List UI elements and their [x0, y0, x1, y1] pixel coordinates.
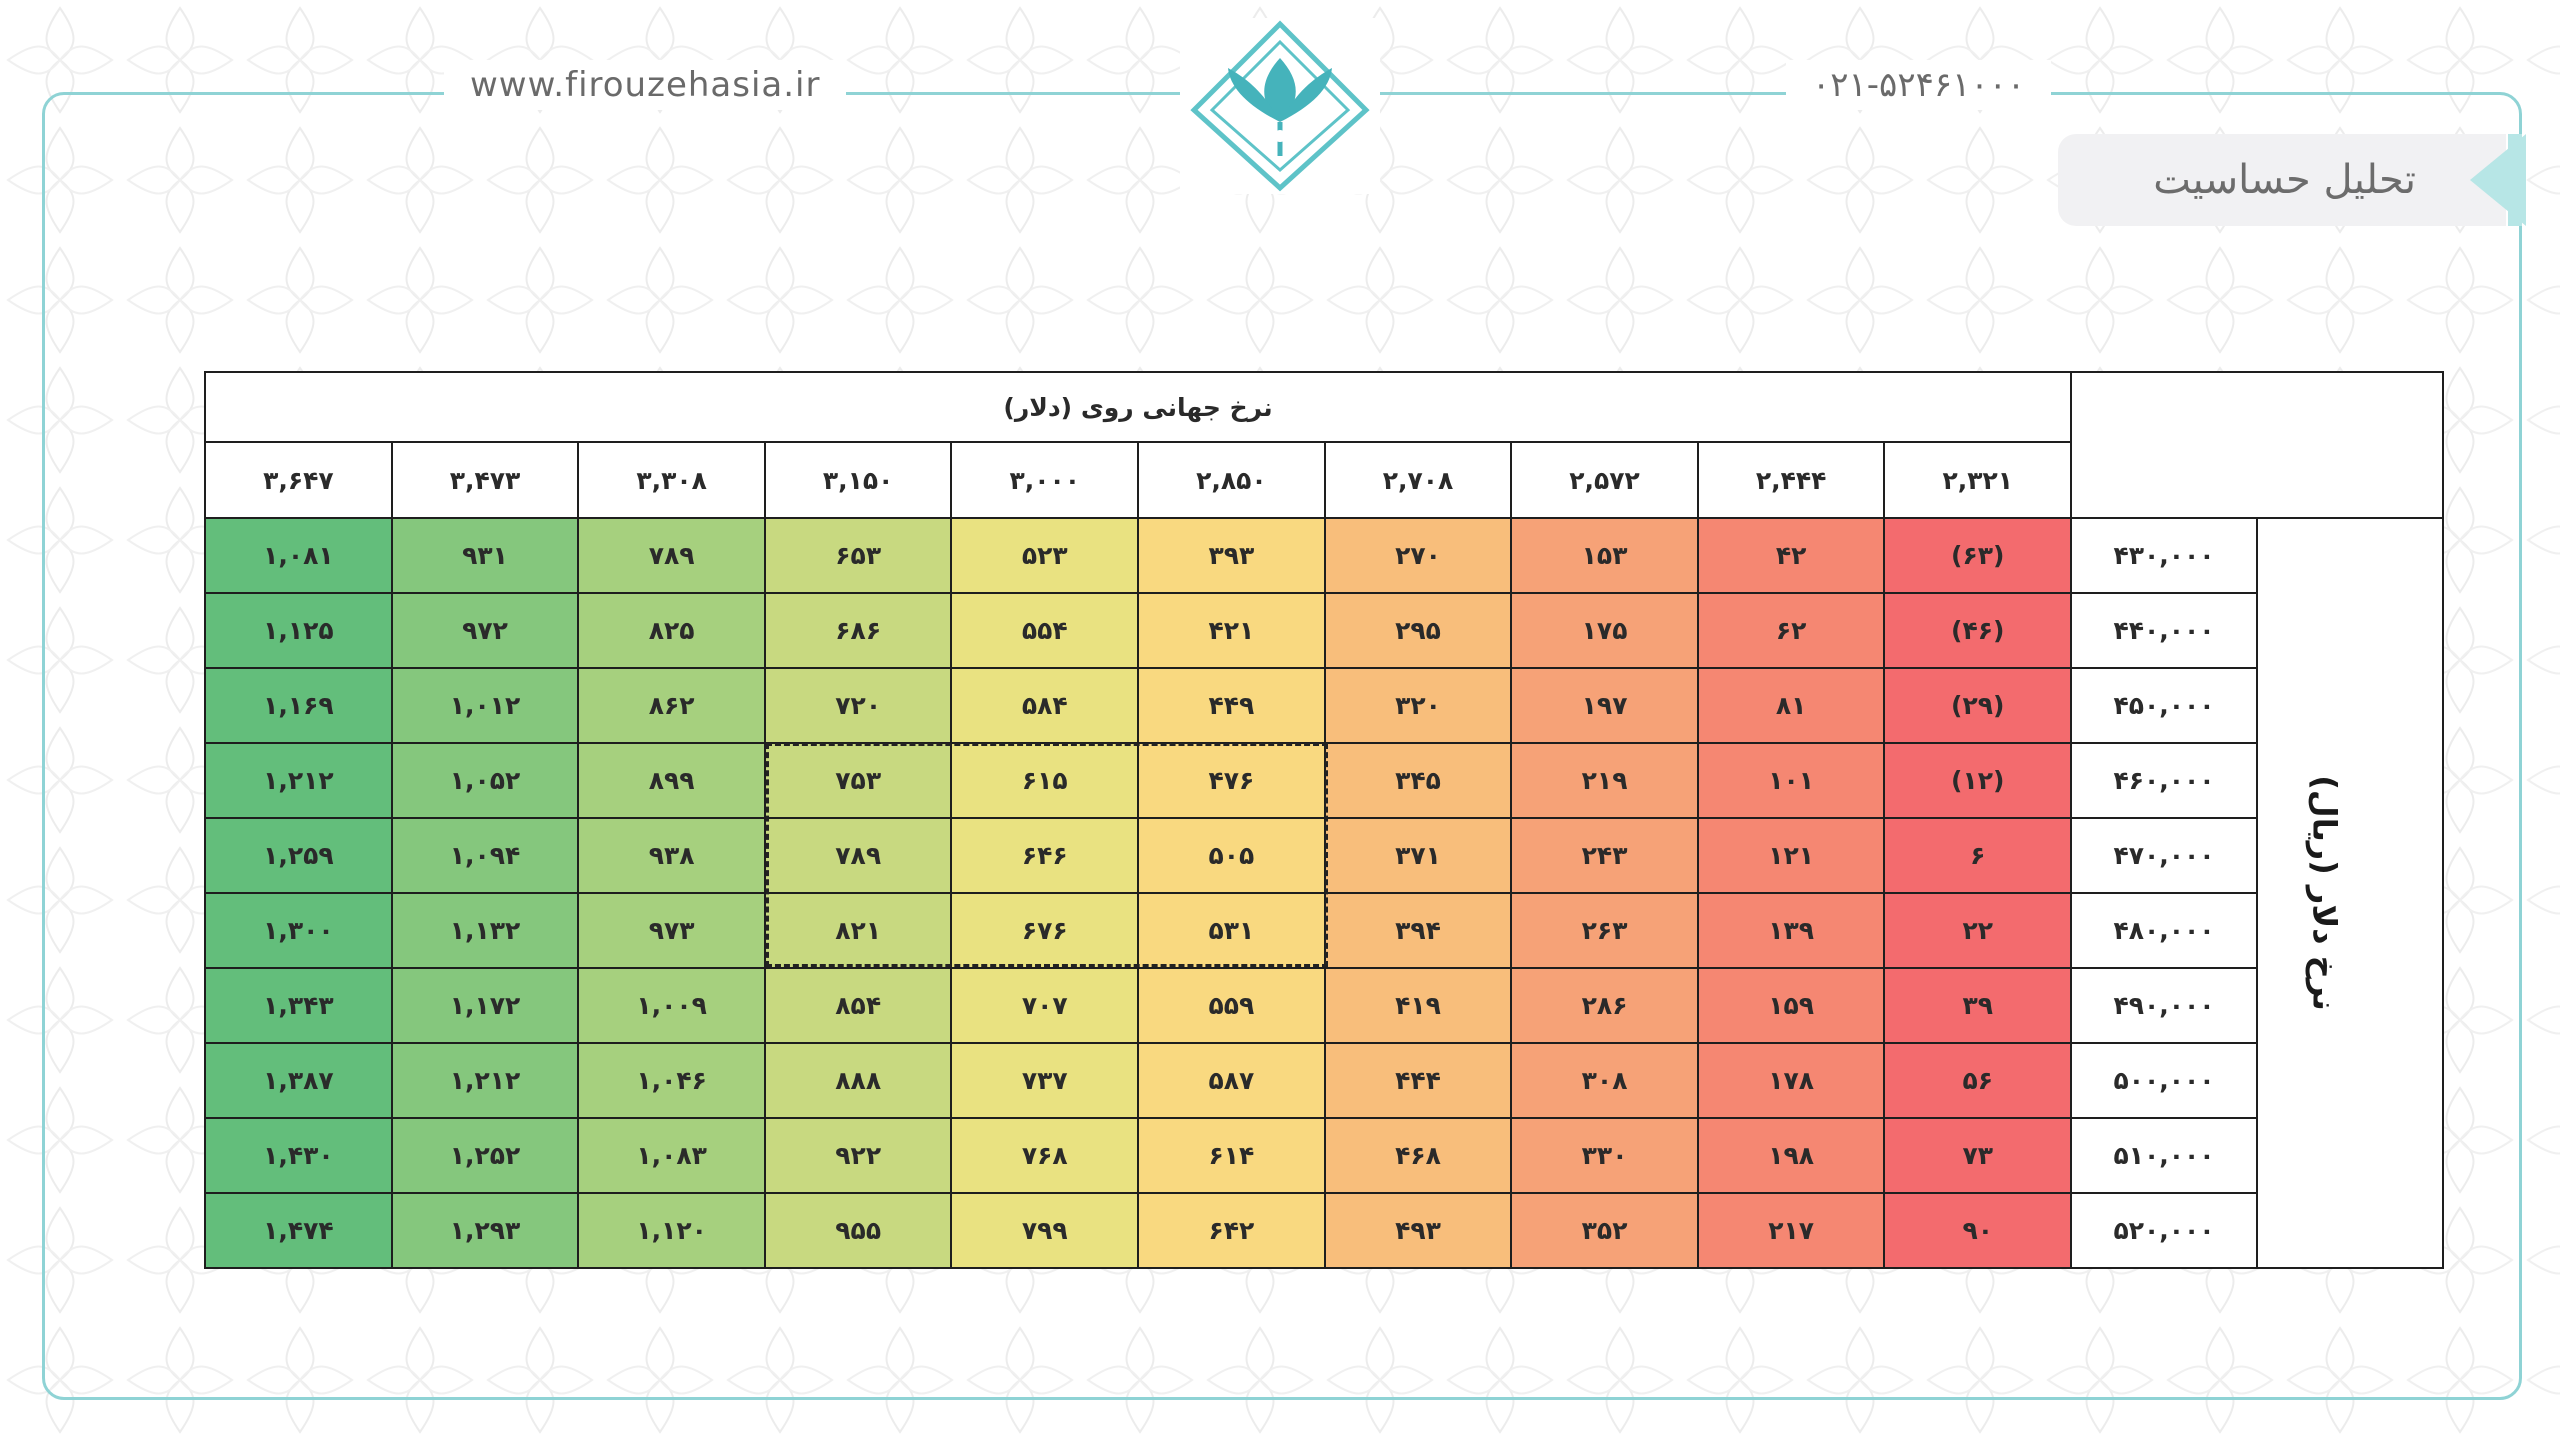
row-header: ۴۵۰,۰۰۰ — [2071, 668, 2257, 743]
row-header: ۵۱۰,۰۰۰ — [2071, 1118, 2257, 1193]
table-cell: ۶۲ — [1698, 593, 1885, 668]
table-cell: ۲۲ — [1884, 893, 2071, 968]
row-header: ۴۹۰,۰۰۰ — [2071, 968, 2257, 1043]
table-cell: ۶۴۶ — [951, 818, 1138, 893]
table-cell: ۶ — [1884, 818, 2071, 893]
table-row — [205, 1043, 2443, 1118]
table-cell: (۴۶) — [1884, 593, 2071, 668]
table-cell: ۱,۳۴۳ — [205, 968, 392, 1043]
table-cell: ۳۰۸ — [1511, 1043, 1698, 1118]
table-cell: ۲۱۹ — [1511, 743, 1698, 818]
table-cell: ۶۷۶ — [951, 893, 1138, 968]
table-cell: ۱,۲۵۹ — [205, 818, 392, 893]
table-cell: ۱۲۱ — [1698, 818, 1885, 893]
table-cell: ۳۹۴ — [1325, 893, 1512, 968]
row-header: ۴۶۰,۰۰۰ — [2071, 743, 2257, 818]
table-cell: ۳۳۰ — [1511, 1118, 1698, 1193]
table-cell: ۸۹۹ — [578, 743, 765, 818]
table-cell: ۱۹۷ — [1511, 668, 1698, 743]
table-cell: ۲۹۵ — [1325, 593, 1512, 668]
table-cell: ۱,۰۴۶ — [578, 1043, 765, 1118]
column-header: ۳,۱۵۰ — [765, 442, 952, 518]
table-cell: ۵۶ — [1884, 1043, 2071, 1118]
column-title-row — [205, 372, 2443, 442]
row-axis-title: نرخ دلار (ریال) — [2305, 775, 2344, 1011]
table-cell: ۷۸۹ — [765, 818, 952, 893]
table-cell: ۱۷۵ — [1511, 593, 1698, 668]
table-cell: ۶۱۵ — [951, 743, 1138, 818]
row-header: ۴۷۰,۰۰۰ — [2071, 818, 2257, 893]
table-cell: ۹۷۲ — [392, 593, 579, 668]
table-cell: ۱,۱۳۲ — [392, 893, 579, 968]
table-cell: ۶۸۶ — [765, 593, 952, 668]
table-cell: ۲۸۶ — [1511, 968, 1698, 1043]
row-header: ۵۰۰,۰۰۰ — [2071, 1043, 2257, 1118]
table-cell: ۸۶۲ — [578, 668, 765, 743]
table-cell: ۱,۰۸۱ — [205, 518, 392, 593]
table-cell: ۱,۲۹۳ — [392, 1193, 579, 1268]
row-header: ۴۸۰,۰۰۰ — [2071, 893, 2257, 968]
table-cell: ۴۲ — [1698, 518, 1885, 593]
table-cell: ۲۴۳ — [1511, 818, 1698, 893]
table-cell: ۱,۳۰۰ — [205, 893, 392, 968]
table-cell: (۱۲) — [1884, 743, 2071, 818]
table-cell: ۱,۱۲۰ — [578, 1193, 765, 1268]
table-cell: ۲۶۳ — [1511, 893, 1698, 968]
table-cell: ۷۳ — [1884, 1118, 2071, 1193]
table-cell: ۴۴۴ — [1325, 1043, 1512, 1118]
table-cell: ۲۱۷ — [1698, 1193, 1885, 1268]
table-cell: ۱۰۱ — [1698, 743, 1885, 818]
table-cell: ۶۵۳ — [765, 518, 952, 593]
table-cell: ۸۵۴ — [765, 968, 952, 1043]
table-cell: ۹۳۱ — [392, 518, 579, 593]
table-cell: ۸۲۱ — [765, 893, 952, 968]
table-cell: ۹۳۸ — [578, 818, 765, 893]
table-cell: ۷۵۳ — [765, 743, 952, 818]
table-cell: ۵۸۴ — [951, 668, 1138, 743]
table-cell: ۱۳۹ — [1698, 893, 1885, 968]
column-header: ۳,۶۴۷ — [205, 442, 392, 518]
table-row — [205, 593, 2443, 668]
table-cell: ۱,۰۱۲ — [392, 668, 579, 743]
table-cell: ۱۵۳ — [1511, 518, 1698, 593]
table-cell: ۵۲۳ — [951, 518, 1138, 593]
table-cell: ۱,۲۱۲ — [205, 743, 392, 818]
table-cell: ۱,۴۷۴ — [205, 1193, 392, 1268]
table-cell: ۵۸۷ — [1138, 1043, 1325, 1118]
table-cell: ۶۴۲ — [1138, 1193, 1325, 1268]
table-row — [205, 518, 2443, 593]
table-cell: (۲۹) — [1884, 668, 2071, 743]
column-header: ۲,۳۲۱ — [1884, 442, 2071, 518]
row-header: ۴۴۰,۰۰۰ — [2071, 593, 2257, 668]
table-cell: ۱,۳۸۷ — [205, 1043, 392, 1118]
table-cell: ۹۵۵ — [765, 1193, 952, 1268]
column-header: ۳,۰۰۰ — [951, 442, 1138, 518]
table-cell: ۱۵۹ — [1698, 968, 1885, 1043]
row-axis-cell — [2257, 518, 2443, 1268]
table-cell: ۳۵۲ — [1511, 1193, 1698, 1268]
table-cell: ۱۹۸ — [1698, 1118, 1885, 1193]
table-cell: ۱,۲۱۲ — [392, 1043, 579, 1118]
table-row — [205, 968, 2443, 1043]
column-header: ۲,۴۴۴ — [1698, 442, 1885, 518]
table-cell: ۷۸۹ — [578, 518, 765, 593]
table-cell: ۱,۴۳۰ — [205, 1118, 392, 1193]
table-cell: ۱,۰۹۴ — [392, 818, 579, 893]
table-cell: ۳۴۵ — [1325, 743, 1512, 818]
table-cell: ۹۰ — [1884, 1193, 2071, 1268]
table-cell: ۳۹ — [1884, 968, 2071, 1043]
table-cell: ۴۲۱ — [1138, 593, 1325, 668]
table-cell: ۶۱۴ — [1138, 1118, 1325, 1193]
table-cell: ۸۸۸ — [765, 1043, 952, 1118]
page-title: تحلیل حساسیت — [2153, 157, 2416, 203]
table-cell: ۱,۱۷۲ — [392, 968, 579, 1043]
table-cell: ۹۷۳ — [578, 893, 765, 968]
table-cell: ۳۷۱ — [1325, 818, 1512, 893]
table-cell: ۱۷۸ — [1698, 1043, 1885, 1118]
table-cell: ۴۶۸ — [1325, 1118, 1512, 1193]
table-row — [205, 818, 2443, 893]
table-cell: ۷۰۷ — [951, 968, 1138, 1043]
table-cell: ۴۷۶ — [1138, 743, 1325, 818]
website-url[interactable]: www.firouzehasia.ir — [444, 60, 846, 110]
table-cell: ۳۹۳ — [1138, 518, 1325, 593]
table-cell: ۷۶۸ — [951, 1118, 1138, 1193]
table-cell: ۱,۱۶۹ — [205, 668, 392, 743]
table-cell: ۵۵۹ — [1138, 968, 1325, 1043]
table-row — [205, 1193, 2443, 1268]
sensitivity-table — [204, 371, 2444, 1269]
column-header: ۲,۵۷۲ — [1511, 442, 1698, 518]
table-row — [205, 893, 2443, 968]
row-header: ۴۳۰,۰۰۰ — [2071, 518, 2257, 593]
column-header: ۳,۴۷۳ — [392, 442, 579, 518]
row-header: ۵۲۰,۰۰۰ — [2071, 1193, 2257, 1268]
table-cell: ۱,۲۵۲ — [392, 1118, 579, 1193]
table-cell: ۱,۱۲۵ — [205, 593, 392, 668]
table-cell: ۱,۰۵۲ — [392, 743, 579, 818]
table-cell: (۶۳) — [1884, 518, 2071, 593]
table-cell: ۴۴۹ — [1138, 668, 1325, 743]
tab-arrow-bar — [2508, 134, 2522, 226]
table-cell: ۹۲۲ — [765, 1118, 952, 1193]
table-row — [205, 668, 2443, 743]
table-cell: ۱,۰۸۳ — [578, 1118, 765, 1193]
table-cell: ۴۱۹ — [1325, 968, 1512, 1043]
table-cell: ۵۵۴ — [951, 593, 1138, 668]
table-cell: ۷۹۹ — [951, 1193, 1138, 1268]
phone-number: ۰۲۱-۵۲۴۶۱۰۰۰ — [1786, 60, 2051, 110]
table-row — [205, 743, 2443, 818]
table-row — [205, 1118, 2443, 1193]
table-cell: ۳۲۰ — [1325, 668, 1512, 743]
corner-cell — [2071, 372, 2443, 518]
table-cell: ۱,۰۰۹ — [578, 968, 765, 1043]
table-cell: ۲۷۰ — [1325, 518, 1512, 593]
table-cell: ۵۰۵ — [1138, 818, 1325, 893]
firouzeh-asia-logo-icon — [1180, 18, 1380, 194]
table-cell: ۴۹۳ — [1325, 1193, 1512, 1268]
column-header: ۲,۸۵۰ — [1138, 442, 1325, 518]
table-cell: ۸۲۵ — [578, 593, 765, 668]
table-cell: ۵۳۱ — [1138, 893, 1325, 968]
section-tab — [2058, 134, 2506, 226]
column-axis-title: نرخ جهانی روی (دلار) — [205, 372, 2071, 442]
column-header: ۳,۳۰۸ — [578, 442, 765, 518]
column-header: ۲,۷۰۸ — [1325, 442, 1512, 518]
table-cell: ۸۱ — [1698, 668, 1885, 743]
table-cell: ۷۲۰ — [765, 668, 952, 743]
table-cell: ۷۳۷ — [951, 1043, 1138, 1118]
